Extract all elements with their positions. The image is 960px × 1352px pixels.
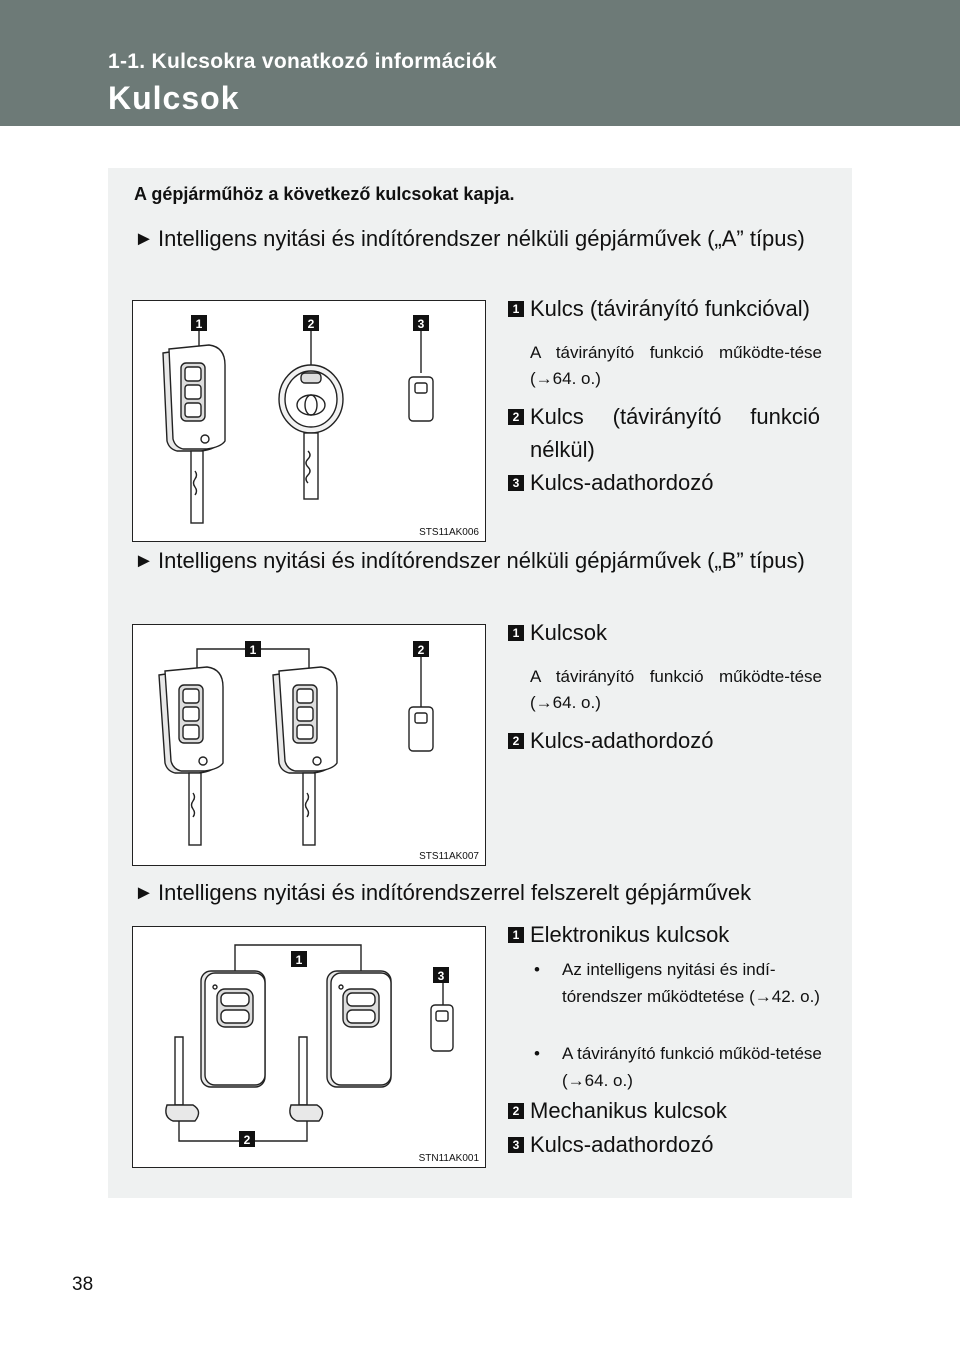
legend-text: Kulcs-adathordozó <box>530 728 714 753</box>
number-badge: 2 <box>508 409 524 425</box>
legend-text: Kulcs-adathordozó <box>530 470 714 495</box>
callout-label: 3 <box>437 969 445 983</box>
bullet-item <box>534 956 826 1010</box>
page-heading: Kulcsok <box>108 80 240 116</box>
callout-label: 1 <box>295 953 303 967</box>
group-heading-text: Intelligens nyitási és indítórendszer nélküli gépjárművek („B” típus) <box>158 548 805 573</box>
bullet-text: Az intelligens nyitási és indí-tórendszer működtetése (→42. o.) <box>562 960 820 1006</box>
number-badge: 1 <box>508 927 524 943</box>
number-badge: 1 <box>508 625 524 641</box>
bullet-dot-icon: • <box>534 960 540 979</box>
callout-label: 2 <box>417 643 425 657</box>
legend-text: Kulcs (távirányító funkcióval) <box>530 296 810 321</box>
bullet-text: A távirányító funkció működ-tetése (→64. o.) <box>562 1044 822 1090</box>
figure-keys-smart <box>132 926 486 1168</box>
figure-code: STS11AK007 <box>419 851 479 862</box>
section-title: 1-1. Kulcsokra vonatkozó információk <box>108 50 497 73</box>
page-number: 38 <box>72 1274 94 1295</box>
number-badge: 2 <box>508 1103 524 1119</box>
number-badge: 3 <box>508 475 524 491</box>
callout-label: 2 <box>243 1133 251 1147</box>
group-heading-type-b <box>134 544 828 578</box>
figure-code: STN11AK001 <box>418 1153 479 1164</box>
legend-text: Kulcsok <box>530 620 608 645</box>
chapter-header <box>0 0 960 126</box>
callout-label: 1 <box>249 643 257 657</box>
pointer-arrow-icon: ► <box>134 550 154 572</box>
legend-text: Elektronikus kulcsok <box>530 922 730 947</box>
number-badge: 1 <box>508 301 524 317</box>
legend-text: Kulcs (távirányító funkció nélkül) <box>530 404 820 462</box>
legend-item <box>508 1094 820 1127</box>
legend-item <box>508 724 820 757</box>
legend-item <box>508 292 820 325</box>
legend-item <box>508 466 820 499</box>
callout-label: 2 <box>307 317 315 331</box>
callout-label: 1 <box>195 317 203 331</box>
number-badge: 2 <box>508 733 524 749</box>
pointer-arrow-icon: ► <box>134 228 154 250</box>
number-badge: 3 <box>508 1137 524 1153</box>
reference-note: A távirányító funkció működte-tése (→64. o.) <box>530 343 822 388</box>
reference-note: A távirányító funkció működte-tése (→64. o.) <box>530 667 822 712</box>
bullet-dot-icon: • <box>534 1044 540 1063</box>
callout-label: 3 <box>417 317 425 331</box>
group-heading-type-a <box>134 222 828 256</box>
group-heading-smart-key <box>134 876 828 910</box>
figure-keys-type-a <box>132 300 486 542</box>
figure-keys-type-b <box>132 624 486 866</box>
group-heading-text: Intelligens nyitási és indítórendszer nélküli gépjárművek („A” típus) <box>158 226 805 251</box>
figure-code: STS11AK006 <box>419 527 479 538</box>
legend-item <box>508 616 820 649</box>
legend-text: Mechanikus kulcsok <box>530 1098 727 1123</box>
legend-text: Kulcs-adathordozó <box>530 1132 714 1157</box>
legend-item <box>508 1128 820 1161</box>
legend-item <box>508 918 820 951</box>
bullet-item <box>534 1040 826 1094</box>
intro-text: A gépjárműhöz a következő kulcsokat kapja. <box>134 184 515 204</box>
group-heading-text: Intelligens nyitási és indítórendszerrel felszerelt gépjárművek <box>158 880 752 905</box>
pointer-arrow-icon: ► <box>134 882 154 904</box>
legend-item <box>508 400 820 466</box>
